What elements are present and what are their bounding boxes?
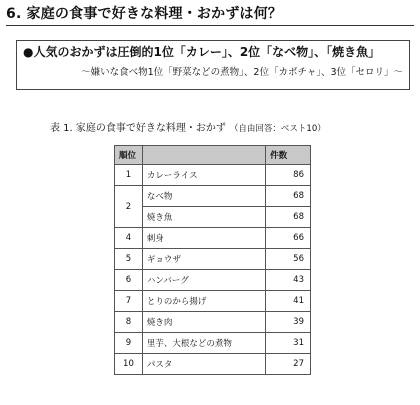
rank-cell: 9 [115,333,143,354]
table-row [115,249,311,270]
rank-cell: 2 [115,186,143,228]
item-cell: なべ物 [142,186,265,207]
rank-cell: 8 [115,312,143,333]
rank-cell: 1 [115,165,143,186]
count-cell: 68 [266,207,311,228]
table-caption [50,119,410,134]
section-heading: 6. 家庭の食事で好きな料理・おかずは何？ [6,3,414,26]
item-cell: とりのから揚げ [142,291,265,312]
count-cell: 27 [266,354,311,375]
count-cell: 86 [266,165,311,186]
caption-note: （自由回答：ベスト10） [229,124,326,134]
count-cell: 41 [266,291,311,312]
item-cell: ギョウザ [142,249,265,270]
summary-main-text: ●人気のおかずは圧倒的1位「カレー」、2位「なべ物」、「焼き魚」 [23,45,381,59]
item-cell: カレーライス [142,165,265,186]
item-cell: 里芋、大根などの煮物 [142,333,265,354]
count-cell: 66 [266,228,311,249]
table-row [115,270,311,291]
header-rank: 順位 [115,146,143,165]
table-row [115,207,311,228]
summary-box [16,40,410,90]
table-row [115,312,311,333]
count-cell: 68 [266,186,311,207]
count-cell: 43 [266,270,311,291]
header-item [142,146,265,165]
rank-cell: 10 [115,354,143,375]
table-row [115,291,311,312]
table-row [115,333,311,354]
table-row [115,228,311,249]
table-row [115,165,311,186]
table-header-row [115,146,311,165]
item-cell: 焼き魚 [142,207,265,228]
count-cell: 39 [266,312,311,333]
count-cell: 31 [266,333,311,354]
rank-cell: 6 [115,270,143,291]
rank-cell: 4 [115,228,143,249]
item-cell: ハンバーグ [142,270,265,291]
favorite-dishes-table [114,145,311,375]
item-cell: パスタ [142,354,265,375]
rank-cell: 5 [115,249,143,270]
summary-sub-text: ～嫌いな食べ物1位「野菜などの煮物」、2位「カボチャ」、3位「セロリ」～ [81,67,403,78]
caption-label: 表 1. 家庭の食事で好きな料理・おかず [50,123,226,134]
table-row [115,354,311,375]
item-cell: 刺身 [142,228,265,249]
header-count: 件数 [266,146,311,165]
rank-cell: 7 [115,291,143,312]
count-cell: 56 [266,249,311,270]
table-row [115,186,311,207]
item-cell: 焼き肉 [142,312,265,333]
